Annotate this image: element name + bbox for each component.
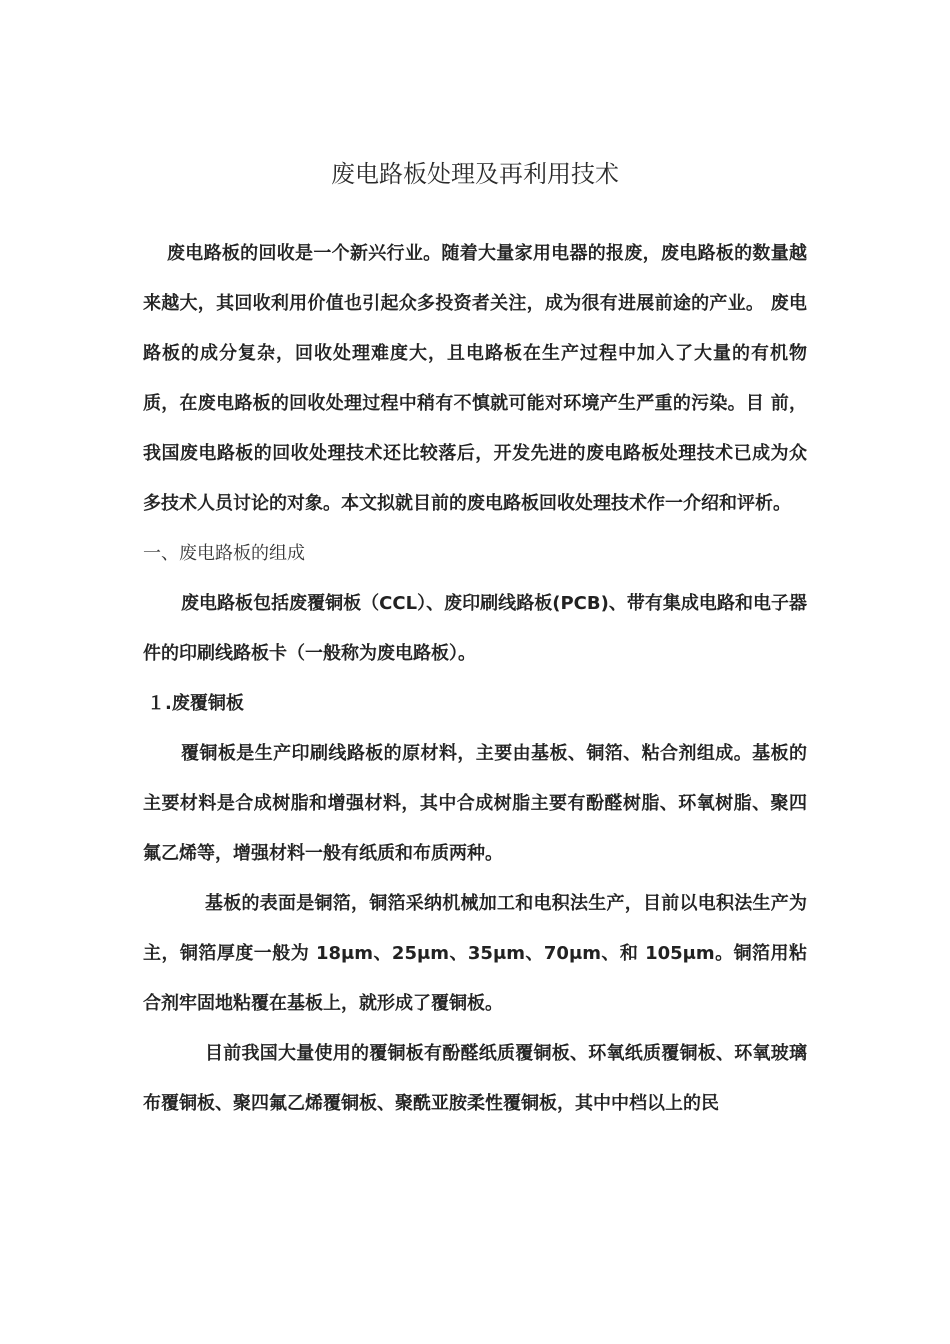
- ccl-paragraph-1: 覆铜板是生产印刷线路板的原材料，主要由基板、铜箔、粘合剂组成。基板的主要材料是合成树脂和增强材料，其中合成树脂主要有酚醛树脂、环氧树脂、聚四氟乙烯等，增强材料一般有纸质和布质两种。: [143, 743, 807, 864]
- section-heading-composition: 一、废电路板的组成: [143, 543, 305, 564]
- ccl-paragraph-2: 基板的表面是铜箔，铜箔采纳机械加工和电积法生产，目前以电积法生产为主，铜箔厚度一般为 18μm、25μm、35μm、70μm、和 105μm。铜箔用粘合剂牢固地粘覆在基板上，就形成了覆铜板。: [143, 893, 807, 1014]
- intro-paragraph: 废电路板的回收是一个新兴行业。随着大量家用电器的报废，废电路板的数量越来越大，其回收利用价值也引起众多投资者关注，成为很有进展前途的产业。 废电路板的成分复杂，回收处理难度大，且电路板在生产过程中加入了大量的有机物质，在废电路板的回收处理过程中稍有不慎就可能对环境产生严重的污染。目 前，我国废电路板的回收处理技术还比较落后，开发先进的废电路板处理技术已成为众多技术人员讨论的对象。本文拟就目前的废电路板回收处理技术作一介绍和评析。: [143, 243, 807, 514]
- ccl-paragraph-3: 目前我国大量使用的覆铜板有酚醛纸质覆铜板、环氧纸质覆铜板、环氧玻璃布覆铜板、聚四氟乙烯覆铜板、聚酰亚胺柔性覆铜板，其中中档以上的民: [143, 1043, 807, 1114]
- document-title: 废电路板处理及再利用技术: [331, 160, 619, 188]
- composition-paragraph: 废电路板包括废覆铜板（CCL）、废印刷线路板(PCB)、带有集成电路和电子器件的印刷线路板卡（一般称为废电路板）。: [143, 593, 807, 664]
- document-body: [143, 229, 807, 1129]
- subsection-heading-ccl: １.废覆铜板: [147, 693, 244, 714]
